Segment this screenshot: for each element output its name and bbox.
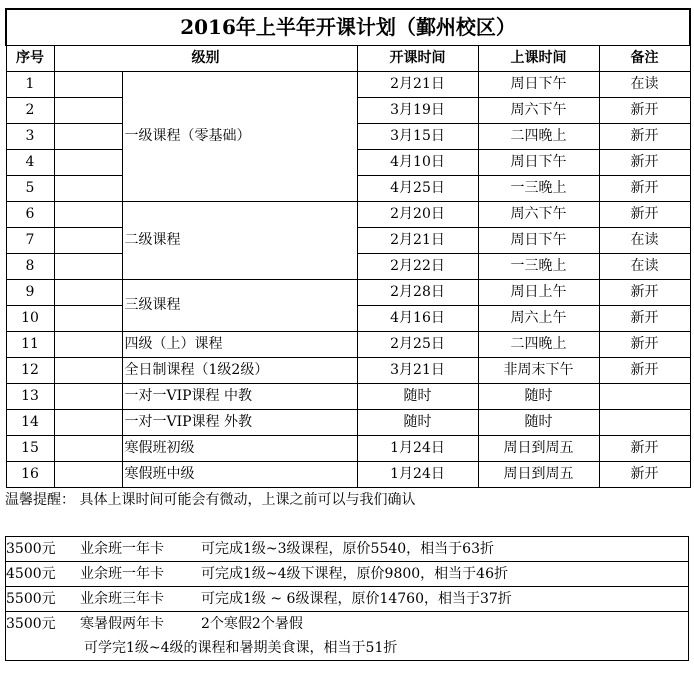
blank-cell bbox=[54, 332, 122, 358]
start-date: 3月19日 bbox=[357, 98, 478, 124]
status-note: 新开 bbox=[599, 124, 690, 150]
status-note: 在读 bbox=[599, 254, 690, 280]
start-date: 2月20日 bbox=[357, 202, 478, 228]
card-description-extra: 可学完1级~4级的课程和暑期美食课，相当于51折 bbox=[84, 640, 398, 656]
pricing-row bbox=[6, 587, 688, 612]
pricing-row bbox=[6, 537, 688, 562]
card-description: 2个寒假2个暑假 bbox=[201, 616, 303, 632]
table-row bbox=[6, 384, 690, 410]
blank-cell bbox=[54, 98, 122, 124]
table-row bbox=[6, 202, 690, 228]
status-note: 新开 bbox=[599, 150, 690, 176]
status-note: 在读 bbox=[599, 228, 690, 254]
course-level: 一对一VIP课程 外教 bbox=[122, 410, 357, 436]
start-date: 随时 bbox=[357, 410, 478, 436]
header-note: 备注 bbox=[599, 46, 690, 72]
header-time: 上课时间 bbox=[478, 46, 599, 72]
class-time: 一三晚上 bbox=[478, 176, 599, 202]
row-number: 7 bbox=[6, 228, 54, 254]
class-time: 随时 bbox=[478, 384, 599, 410]
start-date: 2月21日 bbox=[357, 228, 478, 254]
card-name: 业余班一年卡 bbox=[80, 566, 164, 582]
start-date: 3月21日 bbox=[357, 358, 478, 384]
course-level: 一对一VIP课程 中教 bbox=[122, 384, 357, 410]
status-note bbox=[599, 384, 690, 410]
blank-cell bbox=[54, 462, 122, 488]
row-number: 10 bbox=[6, 306, 54, 332]
status-note: 新开 bbox=[599, 280, 690, 306]
pricing-row bbox=[6, 612, 688, 660]
status-note: 在读 bbox=[599, 72, 690, 98]
status-note: 新开 bbox=[599, 202, 690, 228]
blank-cell bbox=[54, 202, 122, 228]
row-number: 11 bbox=[6, 332, 54, 358]
blank-cell bbox=[54, 436, 122, 462]
header-row bbox=[6, 46, 690, 72]
row-number: 14 bbox=[6, 410, 54, 436]
class-time: 周日到周五 bbox=[478, 462, 599, 488]
table-row bbox=[6, 462, 690, 488]
row-number: 5 bbox=[6, 176, 54, 202]
class-time: 一三晚上 bbox=[478, 254, 599, 280]
class-time: 周日上午 bbox=[478, 280, 599, 306]
status-note: 新开 bbox=[599, 176, 690, 202]
class-time: 周日下午 bbox=[478, 150, 599, 176]
course-level: 四级（上）课程 bbox=[122, 332, 357, 358]
blank-cell bbox=[54, 280, 122, 306]
price-amount: 5500元 bbox=[6, 591, 56, 607]
card-description: 可完成1级 ~ 6级课程，原价14760，相当于37折 bbox=[201, 591, 512, 607]
class-time: 非周末下午 bbox=[478, 358, 599, 384]
start-date: 2月21日 bbox=[357, 72, 478, 98]
start-date: 1月24日 bbox=[357, 436, 478, 462]
start-date: 1月24日 bbox=[357, 462, 478, 488]
table-row bbox=[6, 72, 690, 98]
row-number: 8 bbox=[6, 254, 54, 280]
row-number: 4 bbox=[6, 150, 54, 176]
row-number: 13 bbox=[6, 384, 54, 410]
table-row bbox=[6, 410, 690, 436]
start-date: 2月28日 bbox=[357, 280, 478, 306]
status-note bbox=[599, 410, 690, 436]
blank-cell bbox=[54, 228, 122, 254]
table-row bbox=[6, 332, 690, 358]
status-note: 新开 bbox=[599, 306, 690, 332]
blank-cell bbox=[54, 254, 122, 280]
header-no: 序号 bbox=[6, 46, 54, 72]
course-level: 全日制课程（1级2级） bbox=[122, 358, 357, 384]
row-number: 12 bbox=[6, 358, 54, 384]
start-date: 4月25日 bbox=[357, 176, 478, 202]
title-row bbox=[6, 9, 690, 46]
pricing-row bbox=[6, 562, 688, 587]
blank-cell bbox=[54, 306, 122, 332]
row-number: 15 bbox=[6, 436, 54, 462]
row-number: 16 bbox=[6, 462, 54, 488]
start-date: 随时 bbox=[357, 384, 478, 410]
blank-cell bbox=[54, 150, 122, 176]
start-date: 2月22日 bbox=[357, 254, 478, 280]
class-time: 周六下午 bbox=[478, 98, 599, 124]
blank-cell bbox=[54, 176, 122, 202]
row-number: 1 bbox=[6, 72, 54, 98]
price-amount: 3500元 bbox=[6, 541, 56, 557]
card-description: 可完成1级~3级课程，原价5540，相当于63折 bbox=[201, 541, 494, 557]
class-time: 周六下午 bbox=[478, 202, 599, 228]
table-row bbox=[6, 280, 690, 306]
class-time: 随时 bbox=[478, 410, 599, 436]
course-level: 寒假班初级 bbox=[122, 436, 357, 462]
row-number: 6 bbox=[6, 202, 54, 228]
status-note: 新开 bbox=[599, 436, 690, 462]
blank-cell bbox=[54, 124, 122, 150]
row-number: 2 bbox=[6, 98, 54, 124]
card-description: 可完成1级~4级下课程，原价9800，相当于46折 bbox=[201, 566, 508, 582]
price-amount: 3500元 bbox=[6, 616, 56, 632]
status-note: 新开 bbox=[599, 98, 690, 124]
header-level: 级别 bbox=[54, 46, 357, 72]
header-start: 开课时间 bbox=[357, 46, 478, 72]
status-note: 新开 bbox=[599, 462, 690, 488]
start-date: 3月15日 bbox=[357, 124, 478, 150]
pricing-box bbox=[5, 536, 689, 661]
blank-cell bbox=[54, 384, 122, 410]
course-level: 三级课程 bbox=[122, 280, 357, 332]
class-time: 二四晚上 bbox=[478, 124, 599, 150]
row-number: 3 bbox=[6, 124, 54, 150]
card-name: 业余班三年卡 bbox=[80, 591, 164, 607]
start-date: 2月25日 bbox=[357, 332, 478, 358]
status-note: 新开 bbox=[599, 332, 690, 358]
course-level: 二级课程 bbox=[122, 202, 357, 280]
blank-cell bbox=[54, 72, 122, 98]
price-amount: 4500元 bbox=[6, 566, 56, 582]
card-name: 寒暑假两年卡 bbox=[80, 616, 164, 632]
card-name: 业余班一年卡 bbox=[80, 541, 164, 557]
start-date: 4月10日 bbox=[357, 150, 478, 176]
table-title: 2016年上半年开课计划（鄞州校区） bbox=[6, 9, 690, 46]
class-time: 周日下午 bbox=[478, 72, 599, 98]
status-note: 新开 bbox=[599, 358, 690, 384]
class-time: 周日下午 bbox=[478, 228, 599, 254]
start-date: 4月16日 bbox=[357, 306, 478, 332]
class-time: 周日到周五 bbox=[478, 436, 599, 462]
course-level: 寒假班中级 bbox=[122, 462, 357, 488]
class-time: 周六上午 bbox=[478, 306, 599, 332]
blank-cell bbox=[54, 358, 122, 384]
reminder-note: 温馨提醒： 具体上课时间可能会有微动，上课之前可以与我们确认 bbox=[5, 492, 416, 508]
blank-cell bbox=[54, 410, 122, 436]
table-row bbox=[6, 436, 690, 462]
course-schedule-table bbox=[5, 8, 691, 488]
class-time: 二四晚上 bbox=[478, 332, 599, 358]
table-row bbox=[6, 358, 690, 384]
course-level: 一级课程（零基础） bbox=[122, 72, 357, 202]
row-number: 9 bbox=[6, 280, 54, 306]
